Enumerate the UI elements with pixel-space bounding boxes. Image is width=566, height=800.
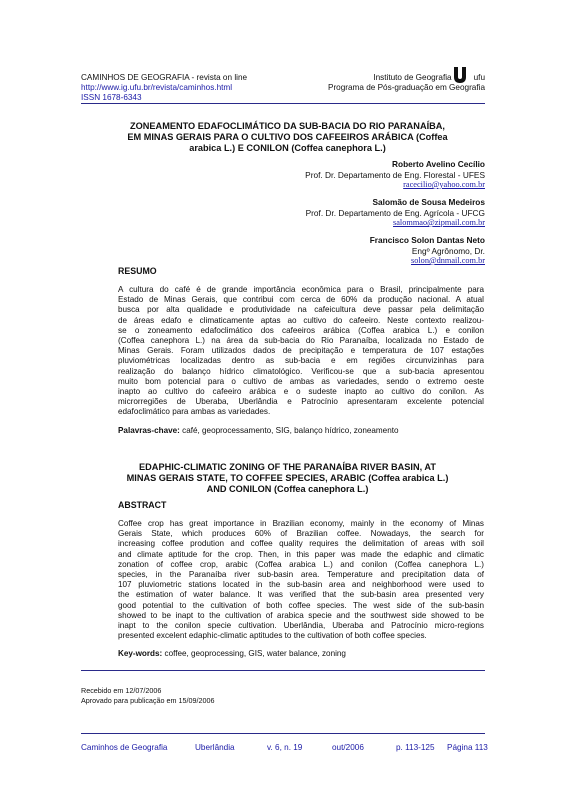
paragraph-line: microrregiões de Uberaba, Uberlândia e Patrocínio apresentaram excelente potencial bbox=[118, 397, 484, 407]
title-en-line: MINAS GERAIS STATE, TO COFFEE SPECIES, ARABIC (Coffea arabica L.) bbox=[126, 473, 449, 483]
author-block bbox=[305, 159, 485, 191]
paragraph-line: good potential to the cultivation of both coffee species. The west side of the sub-basin bbox=[118, 600, 484, 610]
keywords-text: café, geoprocessamento, SIG, balanço hídrico, zoneamento bbox=[182, 426, 399, 435]
paragraph-line: de áreas edafo e climaticamente aptas ao cultivo do cafeeiro. Neste contexto realizou- bbox=[118, 315, 484, 325]
paragraph-line: species, in the Paranaíba river sub-basin area. Temperature and precipitation data of bbox=[118, 570, 484, 580]
footer-city: Uberlândia bbox=[195, 743, 235, 752]
abstract-heading: ABSTRACT bbox=[118, 500, 167, 510]
header-rule bbox=[81, 103, 485, 104]
author-email-link[interactable]: racecilio@yahoo.com.br bbox=[403, 180, 485, 189]
paragraph-line: muito bom potencial para o cultivo de ambas as variedades, sendo o extremo oeste bbox=[118, 376, 484, 386]
footer-page-number: Página 113 bbox=[447, 743, 488, 752]
approved-date: Aprovado para publicação em 15/09/2006 bbox=[81, 696, 215, 705]
footer-volume: v. 6, n. 19 bbox=[267, 743, 303, 752]
title-en bbox=[90, 462, 485, 495]
footer-pages: p. 113-125 bbox=[396, 743, 435, 752]
paragraph-line: Gerais State, which produces 60% of Brazilian coffee. Nowadays, the search for bbox=[118, 529, 484, 539]
paragraph-line: increasing coffee prodution and coffee quality requires the delimitation of areas with soil bbox=[118, 539, 484, 549]
author-block bbox=[370, 235, 485, 267]
keywords-text: coffee, geoprocessing, GIS, water balance, zoning bbox=[164, 649, 346, 658]
title-pt-line: ZONEAMENTO EDAFOCLIMÁTICO DA SUB-BACIA DO RIO PARANAÍBA, bbox=[130, 121, 445, 131]
paragraph-line: Minas Gerais. Foram utilizados dados de precipitação e temperatura de 107 estações bbox=[118, 346, 484, 356]
author-email-link[interactable]: solon@dnmail.com.br bbox=[410, 256, 485, 265]
title-en-line: EDAPHIC-CLIMATIC ZONING OF THE PARANAÍBA RIVER BASIN, AT bbox=[139, 462, 436, 472]
paragraph-line: A cultura do café é de grande importância econômica para o Brasil, principalmente para bbox=[118, 285, 484, 294]
paragraph-line: busca por alta qualidade e produtividade na cafeicultura deve passar pela delimitação bbox=[118, 305, 484, 315]
resumo-heading: RESUMO bbox=[118, 266, 157, 276]
paragraph-line: inapt to the conilon specie cultivation. Uberlândia, Uberaba and Patrocínio micro-regions bbox=[118, 621, 484, 631]
author-block bbox=[306, 197, 485, 229]
palavras-chave bbox=[118, 426, 484, 435]
key-words bbox=[118, 649, 484, 658]
title-pt bbox=[90, 121, 485, 154]
author-name: Roberto Avelino Cecílio bbox=[392, 159, 485, 169]
institute-name: Instituto de Geografia bbox=[373, 73, 452, 82]
paragraph-line: Estado de Minas Gerais, que contribui com cerca de 60% da produção nacional. A atual bbox=[118, 295, 484, 305]
paragraph-line: realização do balanço hídrico climatológico. Verificou-se que a sub-bacia apresentou bbox=[118, 366, 484, 376]
keywords-label: Palavras-chave: bbox=[118, 426, 180, 435]
paragraph-line: presented excelent edaphic-climatic aptitudes to the cultivation of both coffee species. bbox=[118, 631, 427, 641]
paragraph-line: inapto ao cultivo do cafeeiro arábica e o sudeste inapto ao cultivo do conilon. As bbox=[118, 387, 484, 397]
author-affiliation: Prof. Dr. Departamento de Eng. Agrícola - UFCG bbox=[305, 207, 485, 218]
keywords-label: Key-words: bbox=[118, 649, 163, 658]
issn: ISSN 1678-6343 bbox=[81, 93, 142, 102]
author-email-link[interactable]: salommao@zipmail.com.br bbox=[393, 218, 485, 227]
journal-url-link[interactable]: http://www.ig.ufu.br/revista/caminhos.html bbox=[81, 83, 233, 92]
dates bbox=[81, 686, 214, 706]
paragraph-line: the estimation of water balance. It was verified that the sub-basin area presented very bbox=[118, 590, 484, 600]
title-pt-line: EM MINAS GERAIS PARA O CULTIVO DOS CAFEEIROS ARÁBICA (Coffea bbox=[127, 132, 448, 142]
author-name: Salomão de Sousa Medeiros bbox=[372, 197, 485, 207]
institute-header bbox=[328, 73, 485, 93]
paragraph-line: Coffee crop has great importance in Brazilian economy, mainly in the economy of Minas bbox=[118, 519, 484, 528]
paragraph-line: edafoclimático para ambas as variedades. bbox=[118, 407, 271, 417]
paragraph-line: pluviométricas localizadas dentro as sub-bacia e em regiões circunvizinhas para bbox=[118, 356, 484, 366]
author-affiliation: Prof. Dr. Departamento de Eng. Florestal - UFES bbox=[305, 169, 485, 180]
paragraph-line: showed to be inapt to the cultivation of arabica specie and the southwest side showed to be bbox=[118, 610, 484, 620]
paragraph-line: se o zoneamento edafoclimático dos cafeeiros arábica (Coffea arabica L.) e conilon bbox=[118, 325, 484, 335]
title-pt-line: arabica L.) E CONILON (Coffea canephora L.) bbox=[189, 143, 386, 153]
journal-header bbox=[81, 73, 247, 103]
paragraph-line: zonation of coffee crop, arabic (Coffea arabica L.) and conilon (Coffea canephora L.) bbox=[118, 559, 484, 569]
author-name: Francisco Solon Dantas Neto bbox=[369, 235, 485, 245]
paragraph-line: (Coffea canephora L.) na área da sub-bacia do Rio Paranaíba, localizada no Estado de bbox=[118, 336, 484, 346]
section-rule bbox=[81, 670, 485, 671]
paragraph-line: and climate aptitude for the crop. Then, in this paper was made the edaphic and climatic bbox=[118, 549, 484, 559]
institute-ufu: ufu bbox=[473, 73, 485, 82]
author-affiliation: Engº Agrônomo, Dr. bbox=[411, 245, 485, 256]
paragraph-line: 107 pluviometric stations located in the sub-basin area and neighborhood were used to bbox=[118, 580, 484, 590]
program-name: Programa de Pós-graduação em Geografia bbox=[327, 83, 485, 92]
footer-rule bbox=[81, 733, 485, 734]
footer-journal: Caminhos de Geografia bbox=[81, 743, 168, 752]
journal-name: CAMINHOS DE GEOGRAFIA - revista on line bbox=[81, 73, 248, 82]
resumo-body bbox=[118, 285, 484, 418]
footer-date: out/2006 bbox=[332, 743, 364, 752]
abstract-body bbox=[118, 519, 484, 641]
title-en-line: AND CONILON (Coffea canephora L.) bbox=[206, 484, 369, 494]
received-date: Recebido em 12/07/2006 bbox=[81, 686, 162, 695]
